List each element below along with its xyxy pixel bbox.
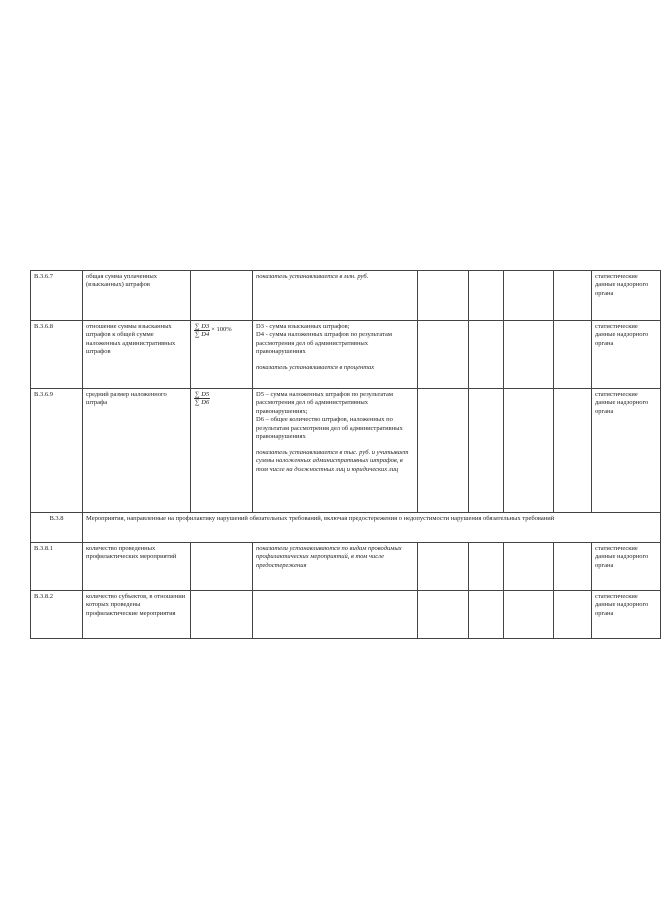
row-description [253, 321, 418, 389]
row-name: количество проведенных профилактических мероприятий [83, 543, 191, 591]
description-line: D4 - сумма наложенных штрафов по результатам рассмотрения дел об административных правонарушениях [256, 331, 392, 356]
empty-cell [554, 321, 592, 389]
row-formula [191, 543, 253, 591]
empty-cell [418, 389, 469, 513]
description-note: показатель устанавливается в млн. руб. [256, 273, 369, 280]
empty-cell [469, 591, 504, 639]
section-title: Мероприятия, направленные на профилактику нарушений обязательных требований, включая предостережения о недопустимости нарушения обязательных требований [83, 513, 661, 543]
empty-cell [504, 271, 554, 321]
formula-multiplier: × 100% [211, 326, 232, 334]
formula-fraction [194, 391, 210, 406]
empty-cell [469, 271, 504, 321]
empty-cell [469, 389, 504, 513]
formula-numerator: ∑ D5 [195, 391, 210, 398]
row-name: отношение суммы взысканных штрафов к общей сумме наложенных административных штрафов [83, 321, 191, 389]
row-source: статистические данные надзорного органа [592, 543, 661, 591]
table-row [31, 543, 661, 591]
empty-cell [554, 389, 592, 513]
empty-cell [418, 321, 469, 389]
empty-cell [504, 543, 554, 591]
row-description [253, 271, 418, 321]
table-row [31, 321, 661, 389]
row-formula [191, 321, 253, 389]
row-formula [191, 271, 253, 321]
description-line: D3 - сумма взысканных штрафов; [256, 323, 350, 330]
empty-cell [504, 591, 554, 639]
empty-cell [504, 389, 554, 513]
empty-cell [554, 591, 592, 639]
empty-cell [418, 591, 469, 639]
row-code: B.3.8.2 [31, 591, 83, 639]
description-note: показатели устанавливаются по видам проводимых профилактических мероприятий, в том числе предостережения [256, 545, 402, 569]
row-name: количество субъектов, в отношении которых проведены профилактические мероприятия [83, 591, 191, 639]
description-line: D5 – сумма наложенных штрафов по результатам рассмотрения дел об административных правонарушениях; [256, 391, 394, 415]
description-note: показатель устанавливается в тыс. руб. и учитывает суммы наложенных административных штрафов, в том числе на должностных лиц и юридических лиц [256, 448, 409, 473]
formula-denominator: ∑ D4 [195, 331, 210, 339]
table-row [31, 591, 661, 639]
empty-cell [554, 271, 592, 321]
row-description [253, 389, 418, 513]
description-note: показатель устанавливается в процентах [256, 363, 375, 371]
empty-cell [469, 543, 504, 591]
table-row [31, 389, 661, 513]
formula-numerator: ∑ D3 [195, 323, 210, 330]
row-source: статистические данные надзорного органа [592, 389, 661, 513]
section-code: B.3.8 [31, 513, 83, 543]
empty-cell [554, 543, 592, 591]
row-formula [191, 389, 253, 513]
row-code: B.3.8.1 [31, 543, 83, 591]
formula-fraction [194, 323, 210, 338]
row-name: средний размер наложенного штрафа [83, 389, 191, 513]
row-name: общая сумма уплаченных (взысканных) штрафов [83, 271, 191, 321]
row-code: B.3.6.9 [31, 389, 83, 513]
empty-cell [469, 321, 504, 389]
indicators-table [30, 270, 661, 639]
empty-cell [418, 271, 469, 321]
row-description [253, 543, 418, 591]
row-code: B.3.6.8 [31, 321, 83, 389]
row-source: статистические данные надзорного органа [592, 271, 661, 321]
row-source: статистические данные надзорного органа [592, 591, 661, 639]
row-code: B.3.6.7 [31, 271, 83, 321]
row-description [253, 591, 418, 639]
section-row [31, 513, 661, 543]
formula-denominator: ∑ D6 [195, 399, 210, 407]
empty-cell [504, 321, 554, 389]
description-line: D6 – общее количество штрафов, наложенных по результатам рассмотрения дел об административных правонарушениях [256, 416, 403, 441]
row-source: статистические данные надзорного органа [592, 321, 661, 389]
row-formula [191, 591, 253, 639]
empty-cell [418, 543, 469, 591]
table-row [31, 271, 661, 321]
